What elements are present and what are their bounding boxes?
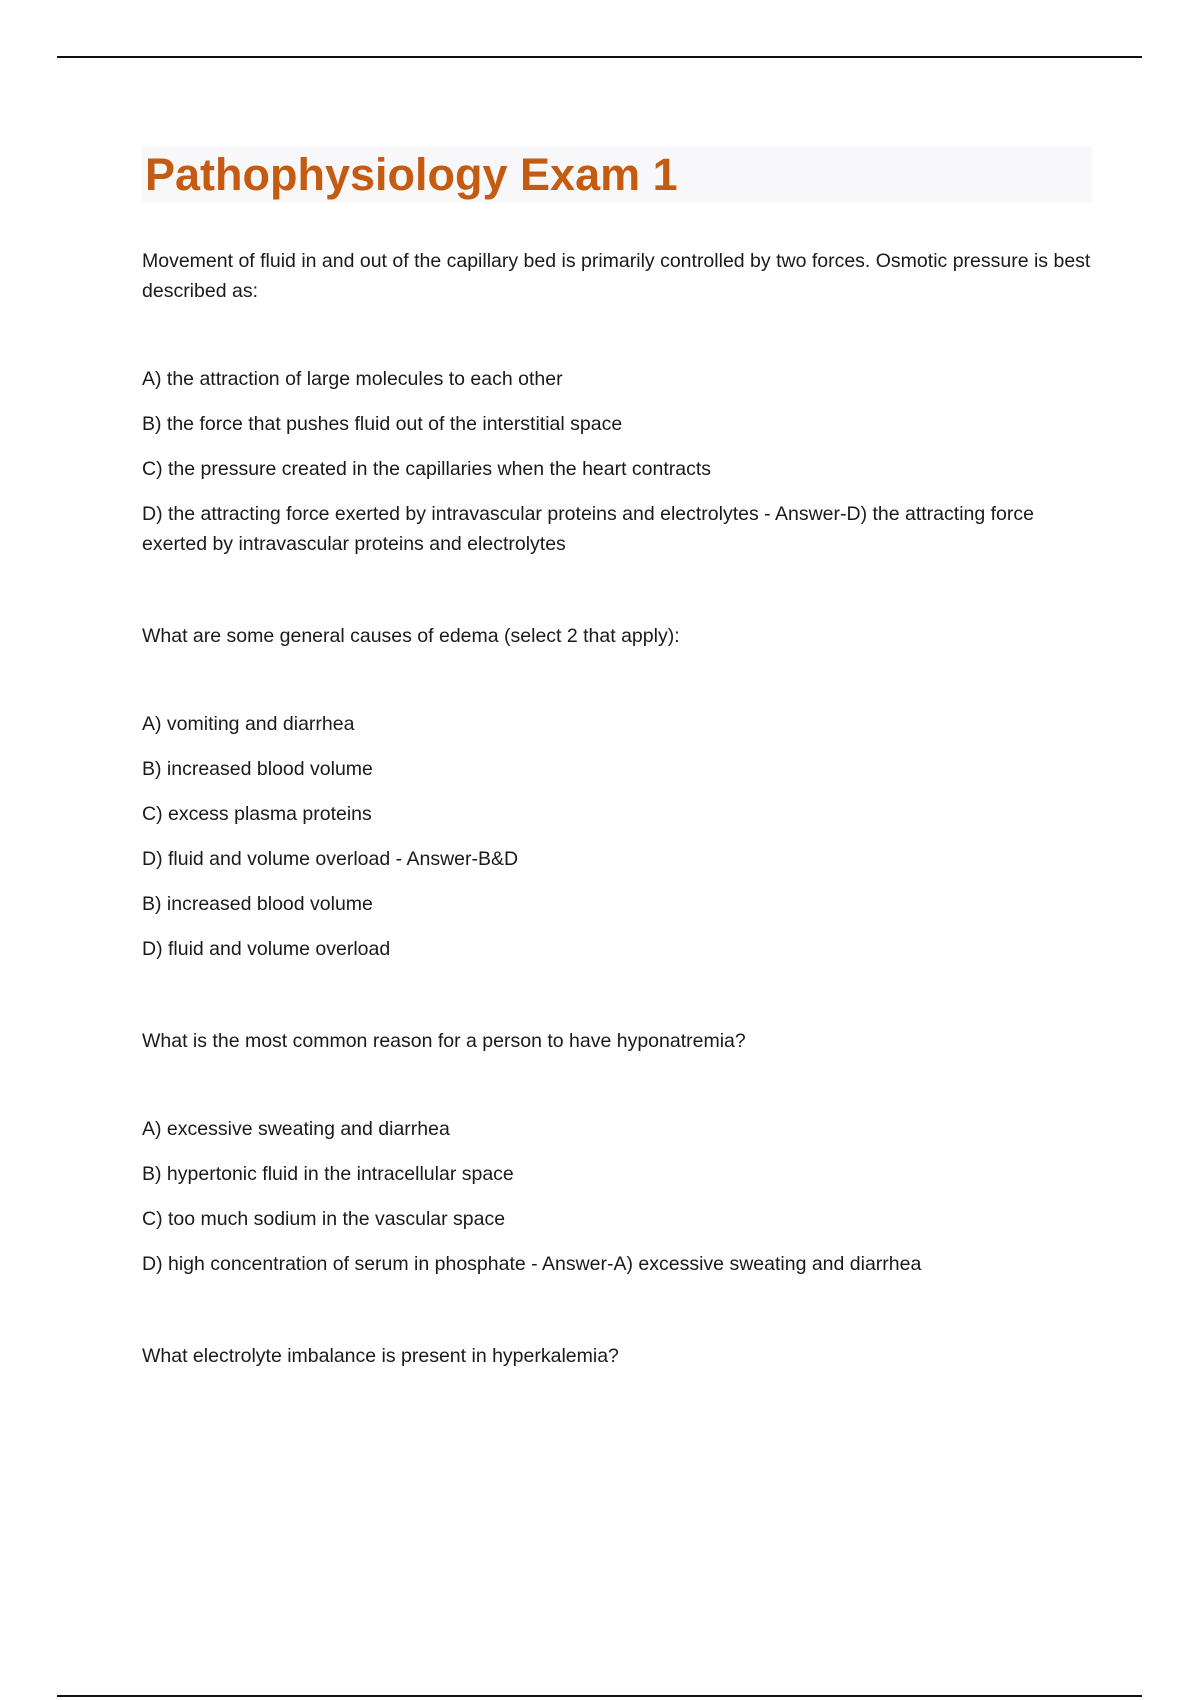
question-block-3 (142, 1026, 1092, 1279)
question-block-1 (142, 246, 1092, 559)
answer-option: C) too much sodium in the vascular space (142, 1208, 506, 1230)
answer-option: A) excessive sweating and diarrhea (142, 1118, 450, 1140)
question-block-2 (142, 621, 1092, 964)
document-body (142, 146, 1092, 1433)
question-text: What electrolyte imbalance is present in hyperkalemia? (142, 1345, 619, 1367)
footer-rule (57, 1695, 1142, 1697)
answer-option: A) vomiting and diarrhea (142, 713, 355, 735)
answer-option: D) fluid and volume overload (142, 938, 391, 960)
answer-option: B) hypertonic fluid in the intracellular space (142, 1163, 514, 1185)
answer-option: C) excess plasma proteins (142, 803, 372, 825)
question-block-4 (142, 1341, 1092, 1371)
answer-option: D) fluid and volume overload - Answer-B&D (142, 848, 519, 870)
answer-option: B) increased blood volume (142, 893, 373, 915)
title-band (142, 146, 1092, 202)
answer-option: C) the pressure created in the capillaries when the heart contracts (142, 458, 712, 480)
question-text: What are some general causes of edema (select 2 that apply): (142, 625, 680, 647)
question-text: Movement of fluid in and out of the capillary bed is primarily controlled by two forces. Osmotic pressure is best described as: (142, 250, 1091, 302)
answer-option: D) high concentration of serum in phosphate - Answer-A) excessive sweating and diarrhea (142, 1253, 922, 1275)
answer-option: D) the attracting force exerted by intravascular proteins and electrolytes - Answer-D) the attracting force exerted by intravascular proteins and electrolytes (142, 503, 1034, 555)
answer-option: A) the attraction of large molecules to each other (142, 368, 563, 390)
answer-option: B) the force that pushes fluid out of the interstitial space (142, 413, 623, 435)
question-text: What is the most common reason for a person to have hyponatremia? (142, 1030, 746, 1052)
document-title: Pathophysiology Exam 1 (145, 148, 678, 200)
answer-option: B) increased blood volume (142, 758, 373, 780)
header-rule (57, 56, 1142, 58)
